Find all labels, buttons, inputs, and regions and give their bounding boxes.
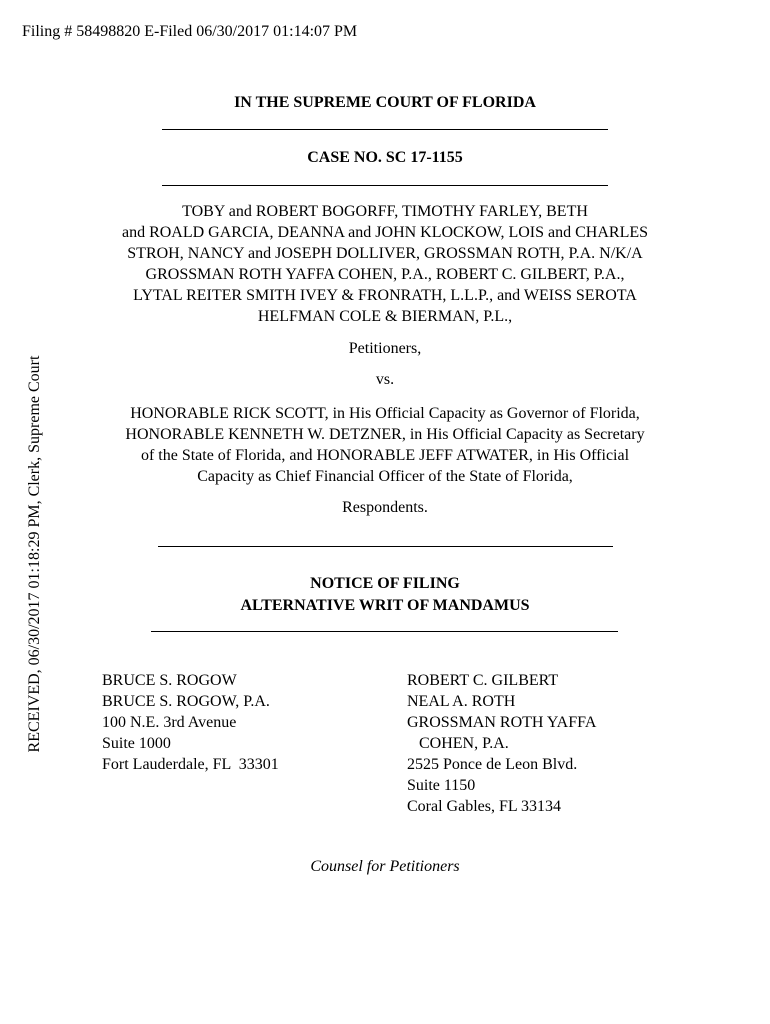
document-title-line: ALTERNATIVE WRIT OF MANDAMUS	[240, 597, 530, 614]
respondents-line: of the State of Florida, and HONORABLE JEFF ATWATER, in His Official	[140, 447, 630, 464]
counsel-right-block	[407, 670, 596, 817]
petitioners-line: LYTAL REITER SMITH IVEY & FRONRATH, L.L.P., and WEISS SEROTA	[133, 287, 637, 304]
petitioners-line: TOBY and ROBERT BOGORFF, TIMOTHY FARLEY, BETH	[182, 203, 588, 220]
divider-rule	[162, 185, 608, 186]
address-line: Coral Gables, FL 33134	[407, 798, 562, 815]
address-line: COHEN, P.A.	[407, 735, 509, 752]
address-line: 100 N.E. 3rd Avenue	[102, 714, 237, 731]
received-stamp: RECEIVED, 06/30/2017 01:18:29 PM, Clerk, Supreme Court	[26, 355, 43, 753]
address-line: GROSSMAN ROTH YAFFA	[407, 714, 597, 731]
respondents-line: HONORABLE KENNETH W. DETZNER, in His Official Capacity as Secretary	[125, 426, 645, 443]
document-title	[80, 573, 690, 617]
case-number: CASE NO. SC 17-1155	[307, 149, 463, 166]
address-line: Fort Lauderdale, FL 33301	[102, 756, 279, 773]
petitioners-label: Petitioners,	[348, 340, 422, 357]
address-line: Suite 1000	[102, 735, 171, 752]
counsel-left-block	[102, 670, 279, 775]
divider-rule	[162, 129, 608, 130]
address-line: NEAL A. ROTH	[407, 693, 516, 710]
document-title-line: NOTICE OF FILING	[310, 575, 460, 592]
counsel-for-label: Counsel for Petitioners	[310, 858, 460, 875]
respondents-line: Capacity as Chief Financial Officer of the State of Florida,	[197, 468, 573, 485]
respondents-label: Respondents.	[342, 499, 428, 516]
respondents-line: HONORABLE RICK SCOTT, in His Official Capacity as Governor of Florida,	[130, 405, 640, 422]
court-heading: IN THE SUPREME COURT OF FLORIDA	[234, 94, 536, 111]
petitioners-line: STROH, NANCY and JOSEPH DOLLIVER, GROSSMAN ROTH, P.A. N/K/A	[127, 245, 643, 262]
petitioners-block	[80, 201, 690, 327]
divider-rule	[151, 631, 618, 632]
address-line: 2525 Ponce de Leon Blvd.	[407, 756, 578, 773]
address-line: BRUCE S. ROGOW	[102, 672, 237, 689]
petitioners-line: and ROALD GARCIA, DEANNA and JOHN KLOCKOW, LOIS and CHARLES	[121, 224, 649, 241]
address-line: BRUCE S. ROGOW, P.A.	[102, 693, 270, 710]
address-line: ROBERT C. GILBERT	[407, 672, 559, 689]
divider-rule	[158, 546, 613, 547]
petitioners-line: HELFMAN COLE & BIERMAN, P.L.,	[257, 308, 513, 325]
versus-label: vs.	[375, 371, 395, 388]
respondents-block	[80, 403, 690, 487]
address-line: Suite 1150	[407, 777, 476, 794]
petitioners-line: GROSSMAN ROTH YAFFA COHEN, P.A., ROBERT C. GILBERT, P.A.,	[145, 266, 625, 283]
filing-stamp: Filing # 58498820 E-Filed 06/30/2017 01:14:07 PM	[22, 23, 358, 40]
